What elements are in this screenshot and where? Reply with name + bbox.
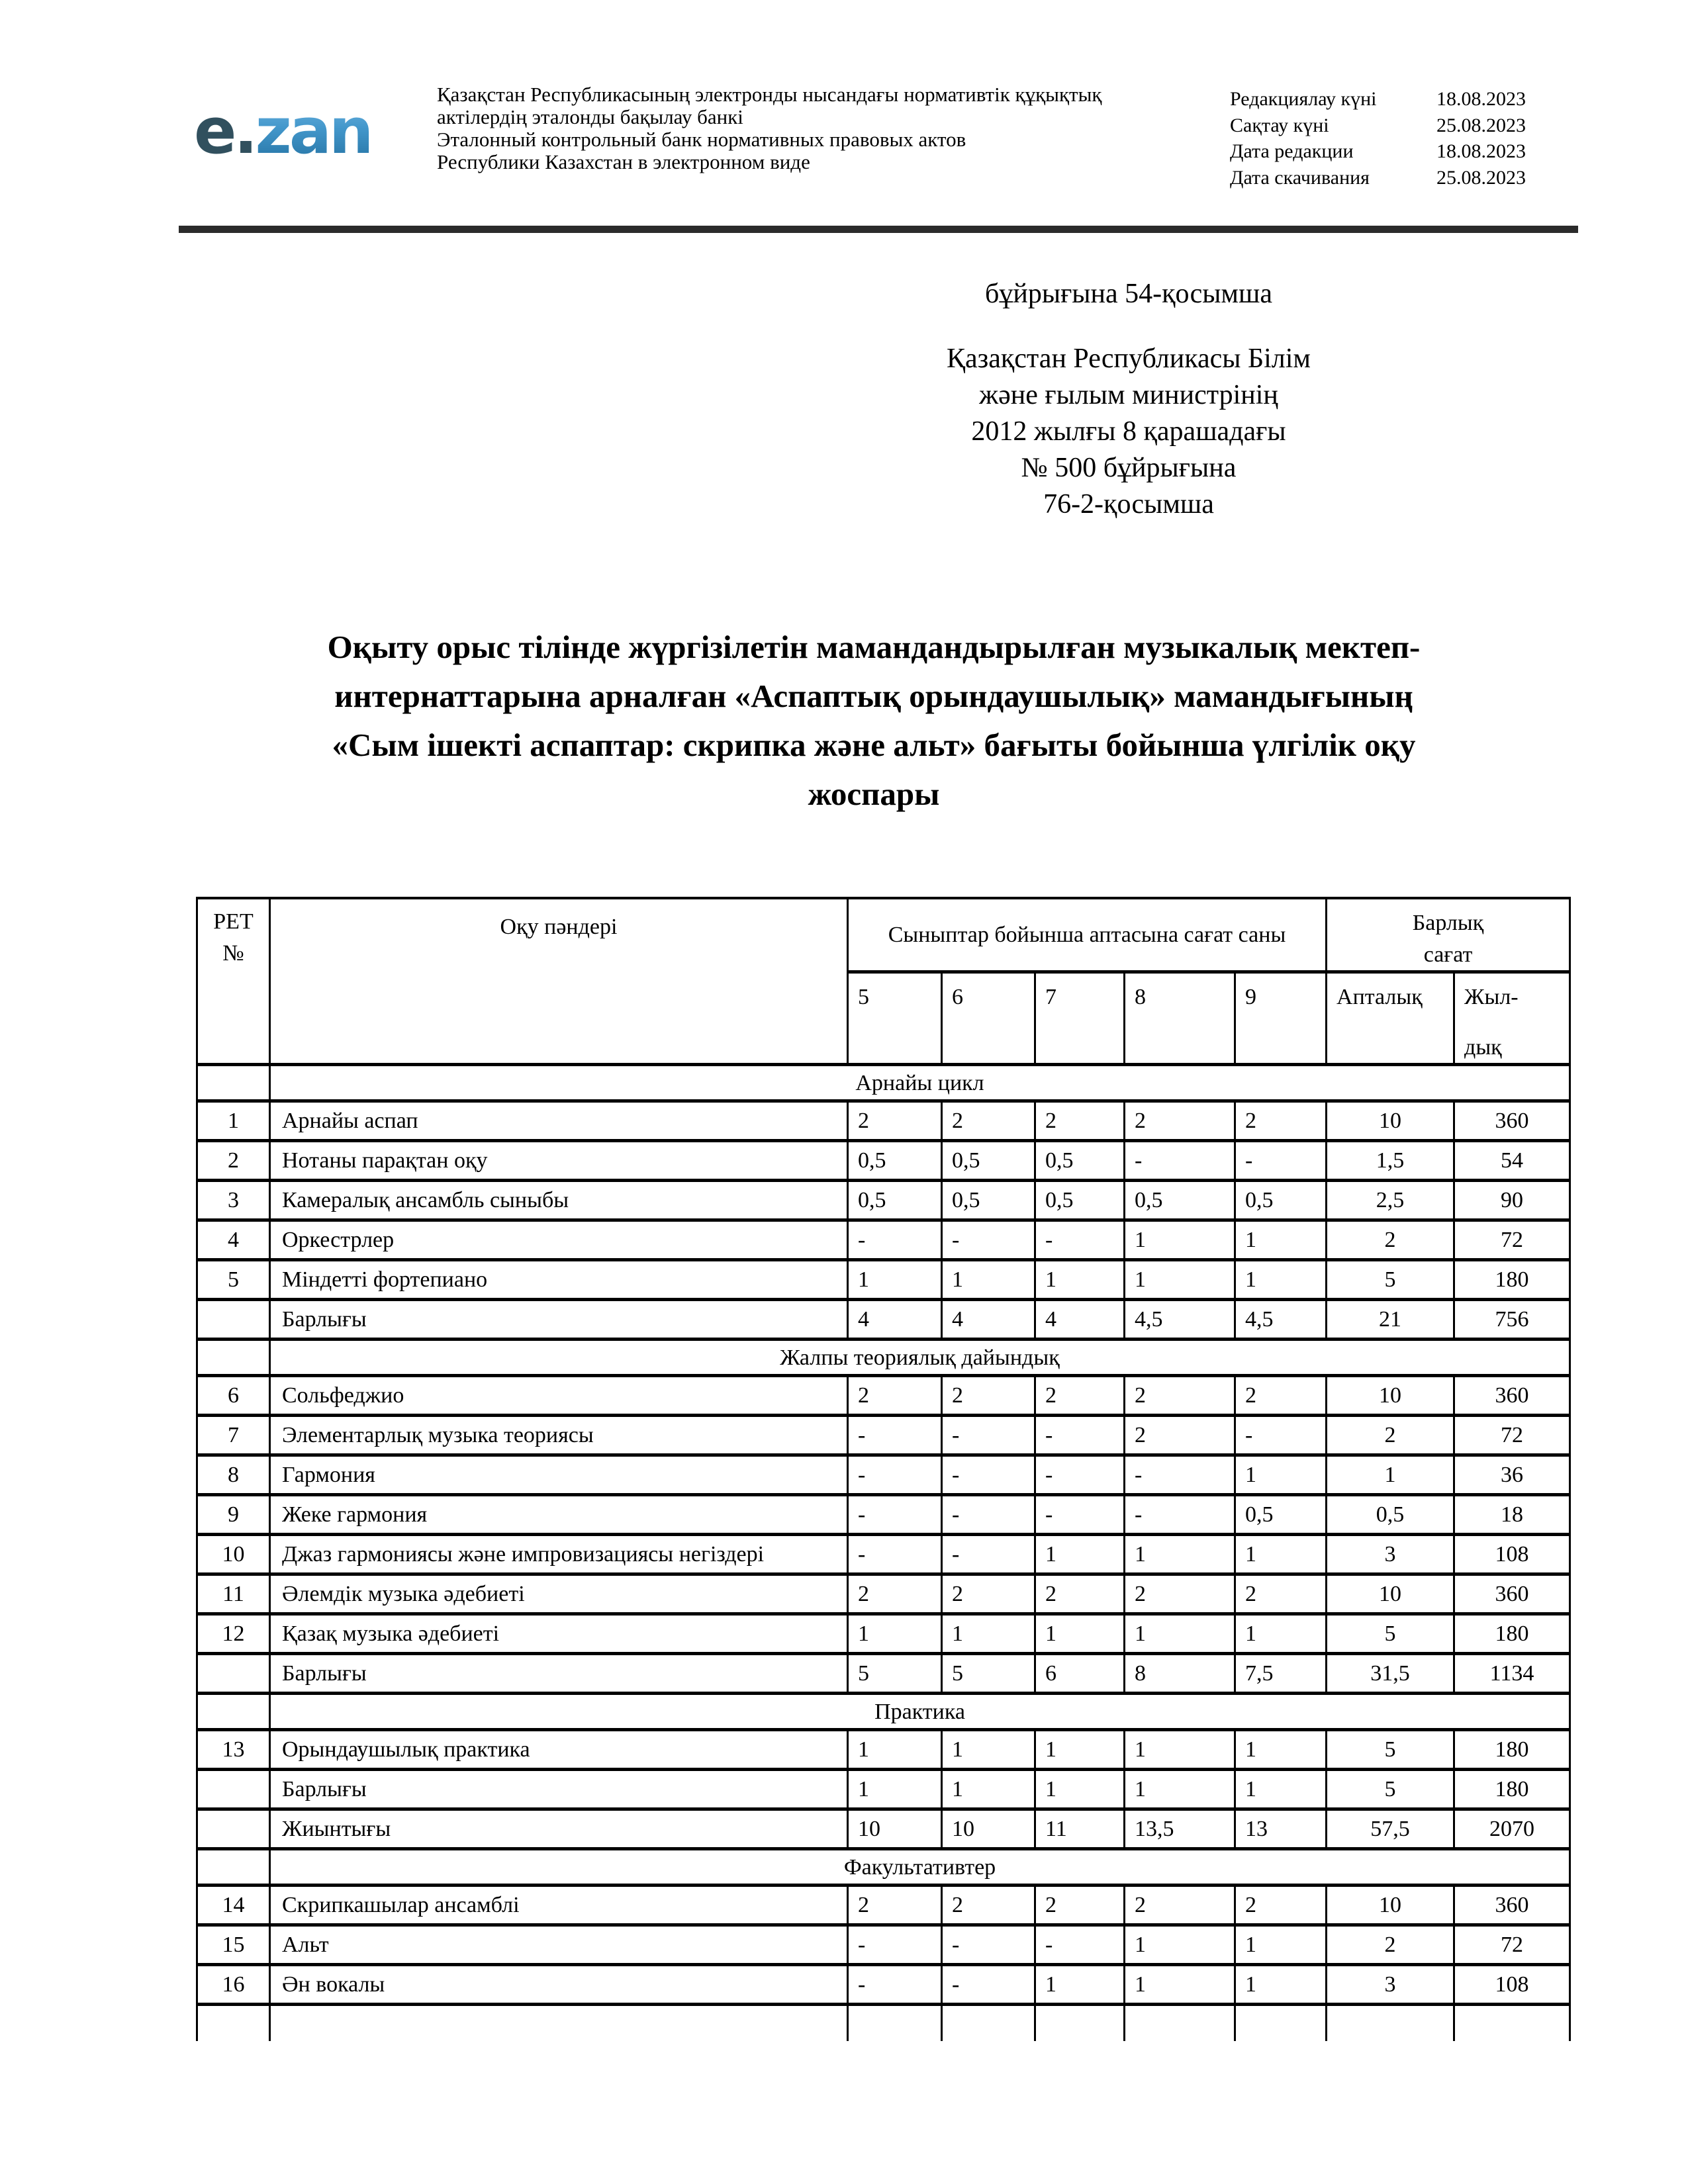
yearly-total: 18 bbox=[1454, 1495, 1570, 1535]
hours-value: - bbox=[942, 1455, 1035, 1495]
hours-value: 4 bbox=[1035, 1300, 1125, 1340]
weekly-total: 3 bbox=[1327, 1965, 1454, 2005]
date-label: Дата скачивания bbox=[1230, 166, 1370, 189]
section-empty-cell bbox=[197, 1340, 270, 1376]
curriculum-table-wrap bbox=[196, 897, 1571, 2041]
hours-value: 1 bbox=[1235, 1220, 1327, 1260]
hours-value: 1 bbox=[1035, 1730, 1125, 1770]
yearly-total: 180 bbox=[1454, 1260, 1570, 1300]
yearly-total: 72 bbox=[1454, 1925, 1570, 1965]
document-title-line: жоспары bbox=[808, 776, 940, 812]
document-title-line: Оқыту орыс тілінде жүргізілетін мамандандырылған музыкалық мектеп- bbox=[327, 629, 1421, 665]
subject-name: Жиынтығы bbox=[270, 1809, 848, 1849]
header-class-8: 8 bbox=[1125, 972, 1235, 1065]
date-label: Сақтау күні bbox=[1230, 114, 1329, 136]
hours-value: 4 bbox=[848, 1300, 942, 1340]
hours-value: - bbox=[1125, 1495, 1235, 1535]
subject-name: Альт bbox=[270, 1925, 848, 1965]
subject-name: Гармония bbox=[270, 1455, 848, 1495]
table-body bbox=[197, 1065, 1570, 2041]
section-empty-cell bbox=[197, 1849, 270, 1886]
empty-cell bbox=[1035, 2005, 1125, 2041]
weekly-total: 5 bbox=[1327, 1730, 1454, 1770]
row-number: 14 bbox=[197, 1886, 270, 1925]
hours-value: - bbox=[1125, 1141, 1235, 1181]
row-number: 7 bbox=[197, 1416, 270, 1455]
hours-value: 2 bbox=[1235, 1376, 1327, 1416]
header-classes-group: Сыныптар бойынша аптасына сағат саны bbox=[848, 898, 1327, 972]
yearly-total: 180 bbox=[1454, 1614, 1570, 1654]
header-divider bbox=[179, 226, 1578, 233]
document-dates bbox=[1230, 88, 1526, 193]
hours-value: 1 bbox=[1125, 1965, 1235, 2005]
empty-cell bbox=[1327, 2005, 1454, 2041]
table-row bbox=[197, 1925, 1570, 1965]
table-row bbox=[197, 1809, 1570, 1849]
hours-value: 2 bbox=[848, 1886, 942, 1925]
hours-value: 2 bbox=[1235, 1886, 1327, 1925]
date-row bbox=[1230, 167, 1526, 193]
hours-value: 1 bbox=[848, 1770, 942, 1809]
bank-description-line: актілердің эталонды бақылау банкі bbox=[437, 105, 743, 128]
hours-value: - bbox=[848, 1220, 942, 1260]
section-row bbox=[197, 1694, 1570, 1730]
hours-value: - bbox=[848, 1455, 942, 1495]
table-row bbox=[197, 1614, 1570, 1654]
table-row bbox=[197, 1141, 1570, 1181]
yearly-total: 2070 bbox=[1454, 1809, 1570, 1849]
hours-value: 0,5 bbox=[1235, 1495, 1327, 1535]
subject-name: Оркестрлер bbox=[270, 1220, 848, 1260]
table-header-row-top bbox=[197, 898, 1570, 972]
header-yearly bbox=[1454, 972, 1570, 1065]
header-subjects: Оқу пәндері bbox=[270, 898, 848, 1065]
table-row bbox=[197, 1965, 1570, 2005]
yearly-total: 360 bbox=[1454, 1101, 1570, 1141]
hours-value: 1 bbox=[1125, 1614, 1235, 1654]
yearly-total: 180 bbox=[1454, 1730, 1570, 1770]
subject-name: Барлығы bbox=[270, 1770, 848, 1809]
hours-value: 1 bbox=[1125, 1770, 1235, 1809]
table-row bbox=[197, 1181, 1570, 1220]
row-number: 15 bbox=[197, 1925, 270, 1965]
hours-value: 1 bbox=[1235, 1925, 1327, 1965]
row-number bbox=[197, 1654, 270, 1694]
hours-value: - bbox=[1235, 1416, 1327, 1455]
hours-value: 0,5 bbox=[848, 1181, 942, 1220]
yearly-total: 90 bbox=[1454, 1181, 1570, 1220]
table-row bbox=[197, 1535, 1570, 1574]
row-number: 13 bbox=[197, 1730, 270, 1770]
yearly-total: 108 bbox=[1454, 1535, 1570, 1574]
hours-value: 1 bbox=[1035, 1965, 1125, 2005]
hours-value: - bbox=[942, 1925, 1035, 1965]
row-number: 8 bbox=[197, 1455, 270, 1495]
subject-name: Әлемдік музыка әдебиеті bbox=[270, 1574, 848, 1614]
hours-value: 2 bbox=[1125, 1416, 1235, 1455]
hours-value: 1 bbox=[1035, 1535, 1125, 1574]
document-title-line: «Сым ішекті аспаптар: скрипка және альт» бағыты бойынша үлгілік оқу bbox=[332, 727, 1416, 763]
hours-value: 2 bbox=[1035, 1886, 1125, 1925]
document-title bbox=[185, 623, 1562, 819]
hours-value: - bbox=[848, 1925, 942, 1965]
hours-value: 1 bbox=[942, 1730, 1035, 1770]
hours-value: 1 bbox=[942, 1770, 1035, 1809]
yearly-total: 72 bbox=[1454, 1416, 1570, 1455]
header-yearly-line: дық bbox=[1464, 1034, 1502, 1060]
hours-value: 1 bbox=[1125, 1730, 1235, 1770]
hours-value: 2 bbox=[1125, 1886, 1235, 1925]
weekly-total: 2 bbox=[1327, 1416, 1454, 1455]
hours-value: 0,5 bbox=[1035, 1141, 1125, 1181]
hours-value: 0,5 bbox=[942, 1181, 1035, 1220]
hours-value: - bbox=[942, 1965, 1035, 2005]
table-row bbox=[197, 1886, 1570, 1925]
hours-value: 1 bbox=[1235, 1965, 1327, 2005]
weekly-total: 1 bbox=[1327, 1455, 1454, 1495]
hours-value: 1 bbox=[1035, 1614, 1125, 1654]
hours-value: 1 bbox=[1125, 1260, 1235, 1300]
hours-value: 2 bbox=[942, 1574, 1035, 1614]
hours-value: 2 bbox=[848, 1574, 942, 1614]
section-row bbox=[197, 1849, 1570, 1886]
bank-description-line: Эталонный контрольный банк нормативных правовых актов bbox=[437, 128, 966, 151]
empty-cell bbox=[1454, 2005, 1570, 2041]
header-class-7: 7 bbox=[1035, 972, 1125, 1065]
subject-name: Нотаны парақтан оқу bbox=[270, 1141, 848, 1181]
date-value: 18.08.2023 bbox=[1436, 140, 1526, 162]
weekly-total: 31,5 bbox=[1327, 1654, 1454, 1694]
hours-value: 2 bbox=[1035, 1574, 1125, 1614]
hours-value: 7,5 bbox=[1235, 1654, 1327, 1694]
row-number bbox=[197, 1770, 270, 1809]
hours-value: 2 bbox=[1035, 1101, 1125, 1141]
table-row bbox=[197, 1495, 1570, 1535]
hours-value: - bbox=[1125, 1455, 1235, 1495]
subject-name: Джаз гармониясы және импровизациясы негіздері bbox=[270, 1535, 848, 1574]
subject-name: Сольфеджио bbox=[270, 1376, 848, 1416]
row-number bbox=[197, 1300, 270, 1340]
weekly-total: 57,5 bbox=[1327, 1809, 1454, 1849]
hours-value: 1 bbox=[1235, 1260, 1327, 1300]
table-row bbox=[197, 1730, 1570, 1770]
yearly-total: 72 bbox=[1454, 1220, 1570, 1260]
subject-name: Камералық ансамбль сыныбы bbox=[270, 1181, 848, 1220]
hours-value: 1 bbox=[942, 1260, 1035, 1300]
row-number: 11 bbox=[197, 1574, 270, 1614]
table-row bbox=[197, 1416, 1570, 1455]
row-number: 3 bbox=[197, 1181, 270, 1220]
hours-value: 1 bbox=[1235, 1535, 1327, 1574]
hours-value: 11 bbox=[1035, 1809, 1125, 1849]
row-number: 2 bbox=[197, 1141, 270, 1181]
hours-value: 1 bbox=[848, 1260, 942, 1300]
section-row bbox=[197, 1340, 1570, 1376]
weekly-total: 5 bbox=[1327, 1614, 1454, 1654]
weekly-total: 2 bbox=[1327, 1220, 1454, 1260]
row-number: 16 bbox=[197, 1965, 270, 2005]
subject-name: Жеке гармония bbox=[270, 1495, 848, 1535]
yearly-total: 54 bbox=[1454, 1141, 1570, 1181]
empty-cell bbox=[942, 2005, 1035, 2041]
hours-value: - bbox=[1035, 1455, 1125, 1495]
yearly-total: 756 bbox=[1454, 1300, 1570, 1340]
hours-value: 2 bbox=[848, 1376, 942, 1416]
subject-name: Скрипкашылар ансамблі bbox=[270, 1886, 848, 1925]
appendix-line: және ғылым министрінің bbox=[979, 380, 1278, 410]
weekly-total: 21 bbox=[1327, 1300, 1454, 1340]
yearly-total: 360 bbox=[1454, 1886, 1570, 1925]
row-number bbox=[197, 1809, 270, 1849]
weekly-total: 10 bbox=[1327, 1376, 1454, 1416]
hours-value: - bbox=[1035, 1925, 1125, 1965]
subject-name: Арнайы аспап bbox=[270, 1101, 848, 1141]
ezan-logo bbox=[194, 95, 371, 168]
subject-name: Қазақ музыка әдебиеті bbox=[270, 1614, 848, 1654]
hours-value: 0,5 bbox=[848, 1141, 942, 1181]
header-class-9: 9 bbox=[1235, 972, 1327, 1065]
hours-value: 2 bbox=[942, 1101, 1035, 1141]
row-number: 12 bbox=[197, 1614, 270, 1654]
appendix-line: Қазақстан Республикасы Білім bbox=[947, 343, 1311, 374]
table-row bbox=[197, 1300, 1570, 1340]
date-value: 25.08.2023 bbox=[1436, 114, 1526, 136]
weekly-total: 3 bbox=[1327, 1535, 1454, 1574]
appendix-line: 76-2-қосымша bbox=[1043, 489, 1214, 520]
header-order-line: РЕТ bbox=[213, 909, 254, 934]
hours-value: - bbox=[942, 1220, 1035, 1260]
hours-value: 2 bbox=[1125, 1101, 1235, 1141]
header-order-line: № bbox=[222, 940, 244, 966]
hours-value: 13,5 bbox=[1125, 1809, 1235, 1849]
empty-cell bbox=[270, 2005, 848, 2041]
hours-value: - bbox=[942, 1535, 1035, 1574]
hours-value: - bbox=[1235, 1141, 1327, 1181]
weekly-total: 1,5 bbox=[1327, 1141, 1454, 1181]
bank-description-line: Республики Казахстан в электронном виде bbox=[437, 150, 810, 173]
hours-value: 2 bbox=[1035, 1376, 1125, 1416]
hours-value: 1 bbox=[1125, 1925, 1235, 1965]
row-number: 5 bbox=[197, 1260, 270, 1300]
bank-description bbox=[437, 83, 1102, 173]
hours-value: 2 bbox=[848, 1101, 942, 1141]
date-value: 18.08.2023 bbox=[1436, 88, 1526, 110]
hours-value: - bbox=[848, 1416, 942, 1455]
partial-cut-row bbox=[197, 2005, 1570, 2041]
empty-cell bbox=[848, 2005, 942, 2041]
logo-prefix: e. bbox=[194, 95, 256, 168]
header-order-number bbox=[197, 898, 270, 1065]
weekly-total: 5 bbox=[1327, 1260, 1454, 1300]
hours-value: - bbox=[848, 1495, 942, 1535]
hours-value: - bbox=[1035, 1220, 1125, 1260]
hours-value: 1 bbox=[1235, 1770, 1327, 1809]
hours-value: 1 bbox=[1235, 1614, 1327, 1654]
section-title: Жалпы теориялық дайындық bbox=[270, 1340, 1570, 1376]
header-total-line: сағат bbox=[1423, 942, 1473, 967]
header-class-6: 6 bbox=[942, 972, 1035, 1065]
hours-value: 2 bbox=[1125, 1376, 1235, 1416]
section-row bbox=[197, 1065, 1570, 1101]
row-number: 4 bbox=[197, 1220, 270, 1260]
appendix-designation bbox=[824, 276, 1433, 523]
curriculum-table bbox=[196, 897, 1571, 2041]
section-empty-cell bbox=[197, 1065, 270, 1101]
table-row bbox=[197, 1260, 1570, 1300]
hours-value: 1 bbox=[1125, 1220, 1235, 1260]
hours-value: 0,5 bbox=[1035, 1181, 1125, 1220]
table-row bbox=[197, 1770, 1570, 1809]
hours-value: 10 bbox=[848, 1809, 942, 1849]
appendix-line: № 500 бұйрығына bbox=[1021, 453, 1237, 483]
date-row bbox=[1230, 140, 1526, 167]
hours-value: 1 bbox=[1035, 1260, 1125, 1300]
yearly-total: 360 bbox=[1454, 1376, 1570, 1416]
date-label: Дата редакции bbox=[1230, 140, 1354, 162]
row-number: 10 bbox=[197, 1535, 270, 1574]
table-row bbox=[197, 1654, 1570, 1694]
hours-value: 13 bbox=[1235, 1809, 1327, 1849]
date-value: 25.08.2023 bbox=[1436, 166, 1526, 189]
hours-value: - bbox=[1035, 1495, 1125, 1535]
logo-suffix: zan bbox=[255, 95, 371, 168]
empty-cell bbox=[197, 2005, 270, 2041]
hours-value: - bbox=[942, 1495, 1035, 1535]
subject-name: Міндетті фортепиано bbox=[270, 1260, 848, 1300]
table-row bbox=[197, 1574, 1570, 1614]
subject-name: Ән вокалы bbox=[270, 1965, 848, 2005]
hours-value: 2 bbox=[1235, 1101, 1327, 1141]
hours-value: 4 bbox=[942, 1300, 1035, 1340]
hours-value: - bbox=[942, 1416, 1035, 1455]
weekly-total: 0,5 bbox=[1327, 1495, 1454, 1535]
hours-value: 5 bbox=[942, 1654, 1035, 1694]
row-number: 9 bbox=[197, 1495, 270, 1535]
table-row bbox=[197, 1220, 1570, 1260]
hours-value: 1 bbox=[1235, 1730, 1327, 1770]
yearly-total: 180 bbox=[1454, 1770, 1570, 1809]
hours-value: 0,5 bbox=[1125, 1181, 1235, 1220]
hours-value: 2 bbox=[942, 1376, 1035, 1416]
subject-name: Барлығы bbox=[270, 1300, 848, 1340]
hours-value: 2 bbox=[942, 1886, 1035, 1925]
hours-value: 1 bbox=[1035, 1770, 1125, 1809]
yearly-total: 108 bbox=[1454, 1965, 1570, 2005]
hours-value: 5 bbox=[848, 1654, 942, 1694]
weekly-total: 10 bbox=[1327, 1886, 1454, 1925]
weekly-total: 5 bbox=[1327, 1770, 1454, 1809]
yearly-total: 1134 bbox=[1454, 1654, 1570, 1694]
hours-value: 10 bbox=[942, 1809, 1035, 1849]
hours-value: - bbox=[1035, 1416, 1125, 1455]
hours-value: 4,5 bbox=[1235, 1300, 1327, 1340]
hours-value: 2 bbox=[1235, 1574, 1327, 1614]
hours-value: - bbox=[848, 1965, 942, 2005]
table-row bbox=[197, 1455, 1570, 1495]
table-row bbox=[197, 1101, 1570, 1141]
table-row bbox=[197, 1376, 1570, 1416]
yearly-total: 36 bbox=[1454, 1455, 1570, 1495]
hours-value: 6 bbox=[1035, 1654, 1125, 1694]
date-label: Редакциялау күні bbox=[1230, 88, 1377, 110]
date-row bbox=[1230, 114, 1526, 141]
row-number: 1 bbox=[197, 1101, 270, 1141]
hours-value: 1 bbox=[942, 1614, 1035, 1654]
appendix-line: 2012 жылғы 8 қарашадағы bbox=[971, 416, 1286, 447]
hours-value: - bbox=[848, 1535, 942, 1574]
yearly-total: 360 bbox=[1454, 1574, 1570, 1614]
bank-description-line: Қазақстан Республикасының электронды нысандағы нормативтік құқықтық bbox=[437, 83, 1102, 106]
section-title: Арнайы цикл bbox=[270, 1065, 1570, 1101]
header-weekly: Апталық bbox=[1327, 972, 1454, 1065]
section-empty-cell bbox=[197, 1694, 270, 1730]
header-total-group bbox=[1327, 898, 1570, 972]
hours-value: 1 bbox=[848, 1614, 942, 1654]
row-number: 6 bbox=[197, 1376, 270, 1416]
weekly-total: 10 bbox=[1327, 1574, 1454, 1614]
subject-name: Орындаушылық практика bbox=[270, 1730, 848, 1770]
hours-value: 4,5 bbox=[1125, 1300, 1235, 1340]
hours-value: 1 bbox=[1235, 1455, 1327, 1495]
hours-value: 0,5 bbox=[1235, 1181, 1327, 1220]
empty-cell bbox=[1125, 2005, 1235, 2041]
subject-name: Элементарлық музыка теориясы bbox=[270, 1416, 848, 1455]
date-row bbox=[1230, 88, 1526, 114]
hours-value: 0,5 bbox=[942, 1141, 1035, 1181]
section-title: Факультативтер bbox=[270, 1849, 1570, 1886]
weekly-total: 2,5 bbox=[1327, 1181, 1454, 1220]
hours-value: 1 bbox=[848, 1730, 942, 1770]
weekly-total: 10 bbox=[1327, 1101, 1454, 1141]
hours-value: 2 bbox=[1125, 1574, 1235, 1614]
section-title: Практика bbox=[270, 1694, 1570, 1730]
appendix-line: бұйрығына 54-қосымша bbox=[985, 279, 1272, 309]
header-total-line: Барлық bbox=[1412, 911, 1484, 935]
header-class-5: 5 bbox=[848, 972, 942, 1065]
document-title-line: интернаттарына арналған «Аспаптық орындаушылық» мамандығының bbox=[334, 678, 1413, 714]
weekly-total: 2 bbox=[1327, 1925, 1454, 1965]
empty-cell bbox=[1235, 2005, 1327, 2041]
hours-value: 8 bbox=[1125, 1654, 1235, 1694]
hours-value: 1 bbox=[1125, 1535, 1235, 1574]
subject-name: Барлығы bbox=[270, 1654, 848, 1694]
header-yearly-line: Жыл- bbox=[1464, 985, 1519, 1010]
